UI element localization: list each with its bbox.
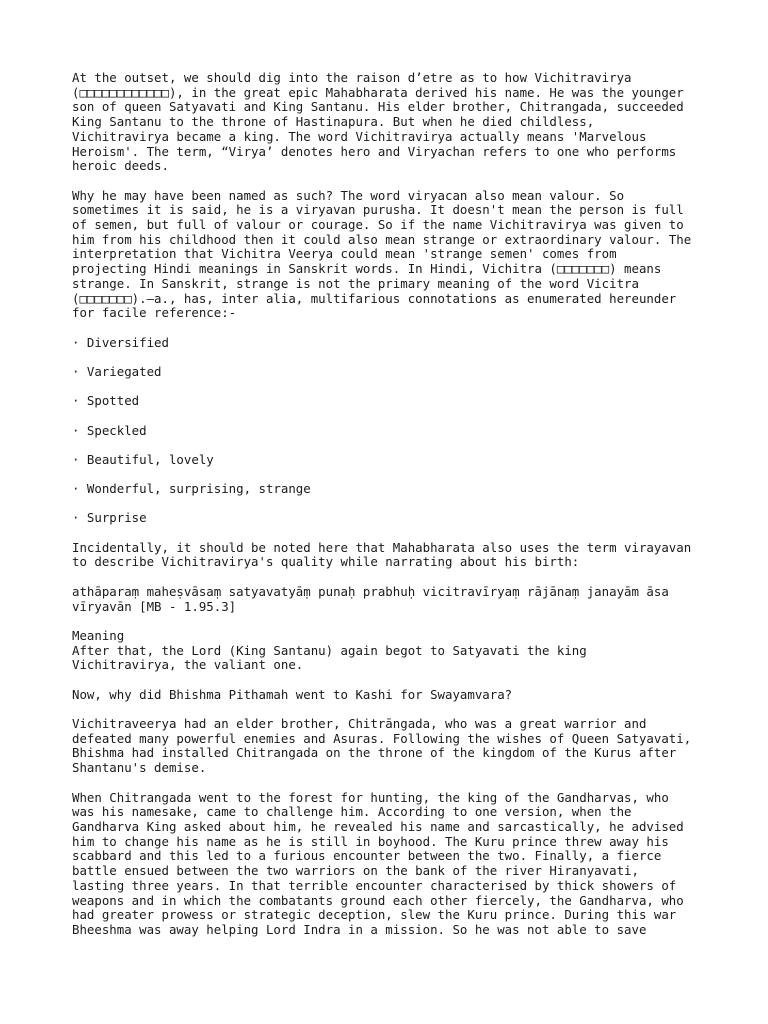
question-heading: Now, why did Bhishma Pithamah went to Kashi for Swayamvara? [72,686,513,702]
list-item: · Speckled [72,422,147,438]
verse-translation: After that, the Lord (King Santanu) again begot to Satyavati the king Vichitravirya, the valiant one. [72,642,587,673]
paragraph-chitrangada: Vichitraveerya had an elder brother, Chitrāngada, who was a great warrior and defeated many powerful enemies and Asuras. Following the wishes of Queen Satyavati, Bhishma had installed Chitrangada on the throne of the kingdom of the Kurus after Shantanu's demise. [72,716,692,776]
list-item: · Surprise [72,510,147,526]
list-item: · Beautiful, lovely [72,451,214,467]
paragraph-mahabharata-usage: Incidentally, it should be noted here that Mahabharata also uses the term virayavan to describe Vichitravirya's quality while narrating about his birth: [72,539,692,570]
list-item: · Spotted [72,393,140,409]
list-item: · Variegated [72,363,162,379]
connotation-list [72,336,712,526]
list-item: · Diversified [72,334,169,350]
paragraph-name-origin: At the outset, we should dig into the raison d’etre as to how Vichitravirya (□□□□□□□□□□□□), in the great epic Mahabharata derived his name. He was the younger son of queen Satyavati and King Santanu. His elder brother, Chitrangada, succeeded King Santanu to the throne of Hastinapura. But when he died childless, Vichitravirya became a king. The word Vichitravirya actually means 'Marvelous Heroism'. The term, “Virya’ denotes hero and Viryachan refers to one who performs heroic deeds. [72,70,684,174]
sanskrit-verse: athāparaṃ maheṣvāsaṃ satyavatyāṃ punaḥ prabhuḥ vicitravīryaṃ rājānaṃ janayām āsa vīryavān [MB - 1.95.3] [72,583,669,614]
meaning-label: Meaning [72,627,125,643]
document-page [72,71,712,952]
list-item: · Wonderful, surprising, strange [72,481,311,497]
paragraph-gandharva-battle: When Chitrangada went to the forest for hunting, the king of the Gandharvas, who was his namesake, came to challenge him. According to one version, when the Gandharva King asked about him, he revealed his name and sarcastically, he advised him to change his name as he is still in boyhood. The Kuru prince threw away his scabbard and this led to a furious encounter between the two. Finally, a fierce battle ensued between the two warriors on the bank of the river Hiranyavati, lasting three years. In that terrible encounter characterised by thick showers of weapons and in which the combatants ground each other fiercely, the Gandharva, who had greater prowess or strategic deception, slew the Kuru prince. During this war Bheeshma was away helping Lord Indra in a mission. So he was not able to save [72,789,684,937]
paragraph-valour-meaning: Why he may have been named as such? The word viryacan also mean valour. So sometimes it is said, he is a viryavan purusha. It doesn't mean the person is full of semen, but full of valour or courage. So if the name Vichitravirya was given to him from his childhood then it could also mean strange or extraordinary valour. The interpretation that Vichitra Veerya could mean 'strange semen' comes from projecting Hindi meanings in Sanskrit words. In Hindi, Vichitra (□□□□□□□) means strange. In Sanskrit, strange is not the primary meaning of the word Vicitra (□□□□□□□).—a., has, inter alia, multifarious connotations as enumerated hereunder for facile reference:- [72,187,692,321]
